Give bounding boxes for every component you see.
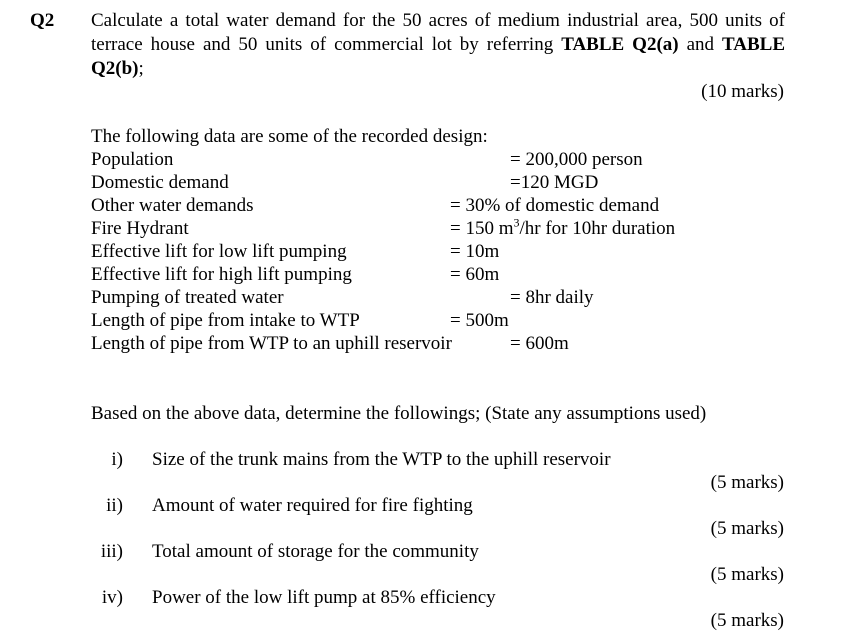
data-value-pipe-reservoir: = 600m [510,333,569,354]
fire-hydrant-value-suffix: /hr for 10hr duration [519,218,676,239]
data-value-domestic-demand: =120 MGD [510,172,599,193]
data-value-fire-hydrant [450,217,675,240]
question-text-and: and [678,34,722,55]
subquestion-marks: (5 marks) [710,564,784,585]
instructions-text: Based on the above data, determine the followings; (State any assumptions used) [91,403,707,424]
subquestion-numeral: i) [111,449,123,470]
data-value-pumping: = 8hr daily [510,287,594,308]
question-text-part1: Calculate a total water demand for the 50 acres of medium industrial area, 500 units of terrace house and 50 units of commercial lot by referring [91,10,785,55]
subquestion-text: Amount of water required for fire fighting [152,495,473,516]
data-label-other-demands: Other water demands [91,195,254,216]
subquestion-marks: (5 marks) [710,518,784,539]
subquestion-marks: (5 marks) [710,610,784,631]
fire-hydrant-value-prefix: = 150 m [450,218,514,239]
data-value-other-demands: = 30% of domestic demand [450,195,660,216]
data-label-population: Population [91,149,174,170]
subquestion-text: Total amount of storage for the community [152,541,479,562]
subquestion-numeral: iii) [100,541,123,562]
data-value-high-lift: = 60m [450,264,500,285]
question-text-end: ; [138,58,144,79]
question-number: Q2 [30,10,55,31]
subquestion-numeral: iv) [101,587,123,608]
data-label-high-lift: Effective lift for high lift pumping [91,264,352,285]
data-label-domestic-demand: Domestic demand [91,172,229,193]
table-ref-a: TABLE Q2(a) [561,34,679,55]
subquestion-numeral: ii) [106,495,123,516]
data-label-fire-hydrant: Fire Hydrant [91,218,189,239]
question-text [91,9,785,81]
subquestion-marks: (5 marks) [710,472,784,493]
subquestion-text: Power of the low lift pump at 85% efficiency [152,587,496,608]
data-label-pipe-reservoir: Length of pipe from WTP to an uphill reservoir [91,333,452,354]
data-label-low-lift: Effective lift for low lift pumping [91,241,347,262]
data-value-population: = 200,000 person [510,149,643,170]
data-value-pipe-intake: = 500m [450,310,509,331]
subquestion-text: Size of the trunk mains from the WTP to the uphill reservoir [152,449,611,470]
table-ref-b: TABLE Q2(b) [91,34,786,79]
data-label-pumping: Pumping of treated water [91,287,284,308]
question-marks: (10 marks) [701,81,784,102]
fire-hydrant-value-sup: 3 [513,215,520,230]
data-label-pipe-intake: Length of pipe from intake to WTP [91,310,360,331]
data-value-low-lift: = 10m [450,241,500,262]
data-intro: The following data are some of the recorded design: [91,126,488,147]
